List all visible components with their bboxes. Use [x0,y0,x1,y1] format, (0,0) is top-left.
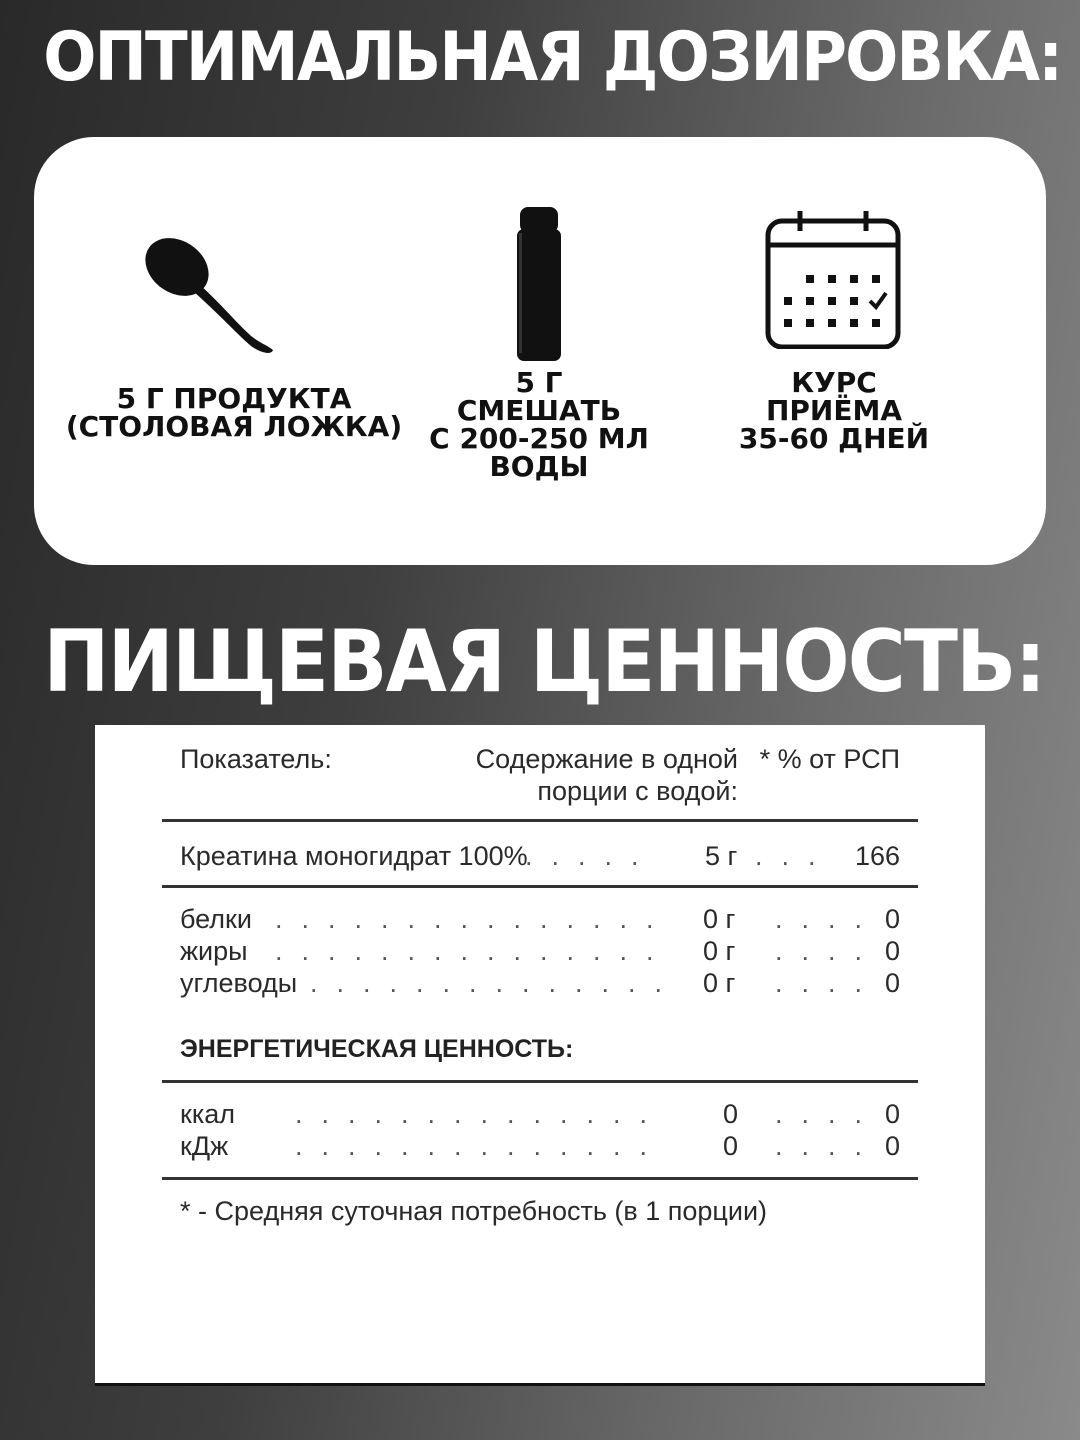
dosage-heading: ОПТИМАЛЬНАЯ ДОЗИРОВКА: [43,18,1062,97]
dot-leader: .... [775,968,882,998]
header-rsp: * % от РСП [759,744,900,774]
row-value: 5 г [705,841,738,871]
row-label: Креатина моногидрат 100% [180,841,528,871]
calendar-icon [764,209,904,349]
row-value: 0 г [703,936,736,966]
dot-leader: .... [775,904,882,934]
dot-leader: ............... [275,904,673,934]
dot-leader: ..... [525,841,658,871]
row-rsp: 0 [884,1099,900,1129]
row-value: 0 [723,1099,739,1129]
row-label: белки [180,904,252,934]
spoon-icon [139,232,279,357]
energy-title: ЭНЕРГЕТИЧЕСКАЯ ЦЕННОСТЬ: [180,1035,574,1063]
dosage-item-calendar: КУРС ПРИЁМА 35-60 ДНЕЙ [738,366,930,455]
divider [162,1080,918,1083]
header-content-line2: порции с водой: [537,776,738,806]
row-rsp: 0 [884,904,900,934]
dot-leader: .... [775,1099,882,1129]
row-rsp: 0 [884,968,900,998]
dot-leader: .............. [295,1099,667,1129]
dot-leader: ............... [275,936,673,966]
row-value: 0 [723,1131,739,1161]
row-label: углеводы [180,968,298,998]
row-label: жиры [180,936,248,966]
header-indicator: Показатель: [180,744,332,774]
divider [162,1177,918,1180]
dot-leader: .............. [310,968,682,998]
row-value: 0 г [703,968,736,998]
dosage-card [34,137,1046,565]
footnote: * - Средняя суточная потребность (в 1 порции) [180,1196,768,1226]
dot-leader: .............. [295,1131,667,1161]
dosage-item-spoon: 5 Г ПРОДУКТА (СТОЛОВАЯ ЛОЖКА) [65,382,403,443]
divider [162,819,918,822]
row-label: кДж [180,1131,229,1161]
row-rsp: 0 [884,1131,900,1161]
dosage-item-bottle: 5 Г СМЕШАТЬ С 200-250 МЛ ВОДЫ [429,366,649,483]
nutrition-heading: ПИЩЕВАЯ ЦЕННОСТЬ: [43,612,1045,712]
row-value: 0 г [703,904,736,934]
row-label: ккал [180,1099,235,1129]
bottle-icon [512,205,566,363]
dot-leader: .... [775,1131,882,1161]
dot-leader: ... [755,841,835,871]
nutrition-panel [95,725,985,1386]
dot-leader: .... [775,936,882,966]
row-rsp: 166 [854,841,900,871]
divider [162,885,918,888]
row-rsp: 0 [884,936,900,966]
header-content-line1: Содержание в одной [475,744,738,774]
